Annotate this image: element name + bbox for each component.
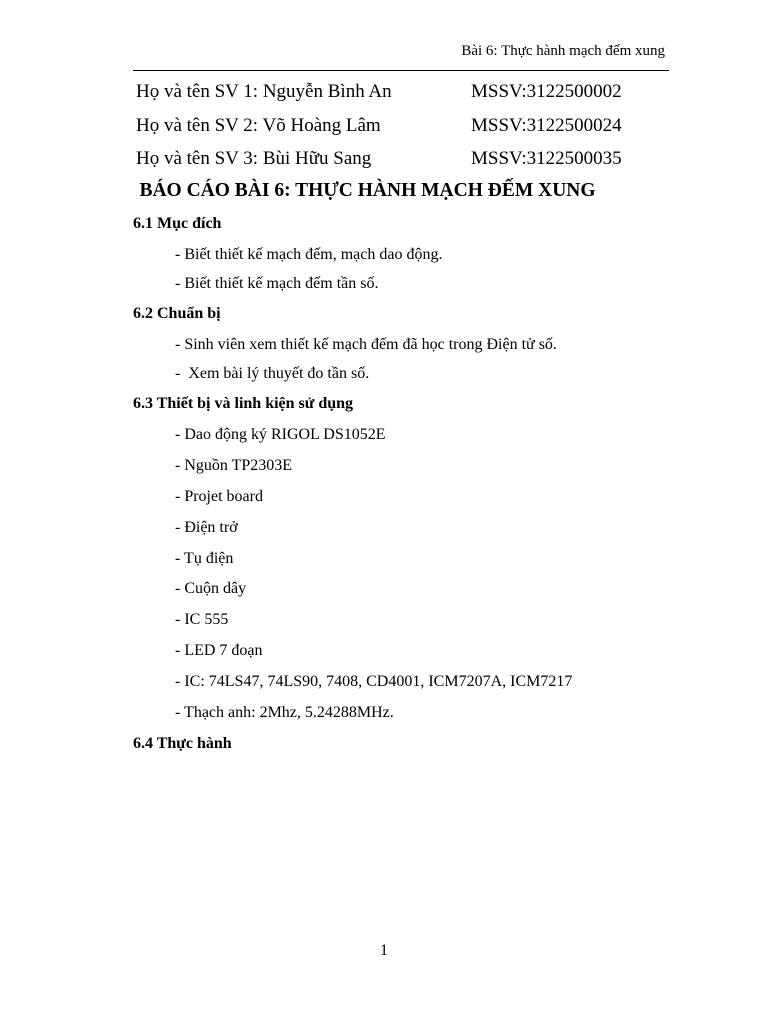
student-id: MSSV:3122500024 bbox=[471, 115, 622, 136]
list-item: - Sinh viên xem thiết kế mạch đếm đã học trong Điện tử số. bbox=[175, 336, 557, 353]
section-heading: 6.2 Chuẩn bị bbox=[133, 305, 221, 322]
student-id: MSSV:3122500035 bbox=[471, 148, 622, 169]
list-item: - IC: 74LS47, 74LS90, 7408, CD4001, ICM7207A, ICM7217 bbox=[175, 673, 573, 690]
list-item: - Projet board bbox=[175, 488, 263, 505]
student-name: Họ và tên SV 1: Nguyễn Bình An bbox=[136, 81, 392, 102]
list-item: - Dao động ký RIGOL DS1052E bbox=[175, 426, 386, 443]
list-item: - Điện trở bbox=[175, 519, 238, 536]
list-item: - Xem bài lý thuyết đo tần số. bbox=[175, 365, 370, 382]
list-item: - Tụ điện bbox=[175, 550, 234, 567]
section-heading: 6.3 Thiết bị và linh kiện sử dụng bbox=[133, 395, 354, 412]
list-item: - Nguồn TP2303E bbox=[175, 457, 293, 474]
page-header-text: Bài 6: Thực hành mạch đếm xung bbox=[461, 43, 665, 59]
list-item: - Cuộn dây bbox=[175, 580, 247, 597]
list-item: - Thạch anh: 2Mhz, 5.24288MHz. bbox=[175, 704, 394, 721]
student-name: Họ và tên SV 2: Võ Hoàng Lâm bbox=[136, 115, 381, 136]
list-item: - LED 7 đoạn bbox=[175, 642, 263, 659]
list-item: - IC 555 bbox=[175, 611, 229, 628]
section-heading: 6.4 Thực hành bbox=[133, 735, 232, 752]
student-id: MSSV:3122500002 bbox=[471, 81, 622, 102]
section-heading: 6.1 Mục đích bbox=[133, 215, 222, 232]
student-name: Họ và tên SV 3: Bùi Hữu Sang bbox=[136, 148, 372, 169]
list-item: - Biết thiết kế mạch đếm tần số. bbox=[175, 275, 379, 292]
header-divider bbox=[133, 70, 669, 71]
page-number: 1 bbox=[380, 942, 388, 959]
list-item: - Biết thiết kế mạch đếm, mạch dao động. bbox=[175, 246, 443, 263]
report-title: BÁO CÁO BÀI 6: THỰC HÀNH MẠCH ĐẾM XUNG bbox=[139, 180, 596, 201]
